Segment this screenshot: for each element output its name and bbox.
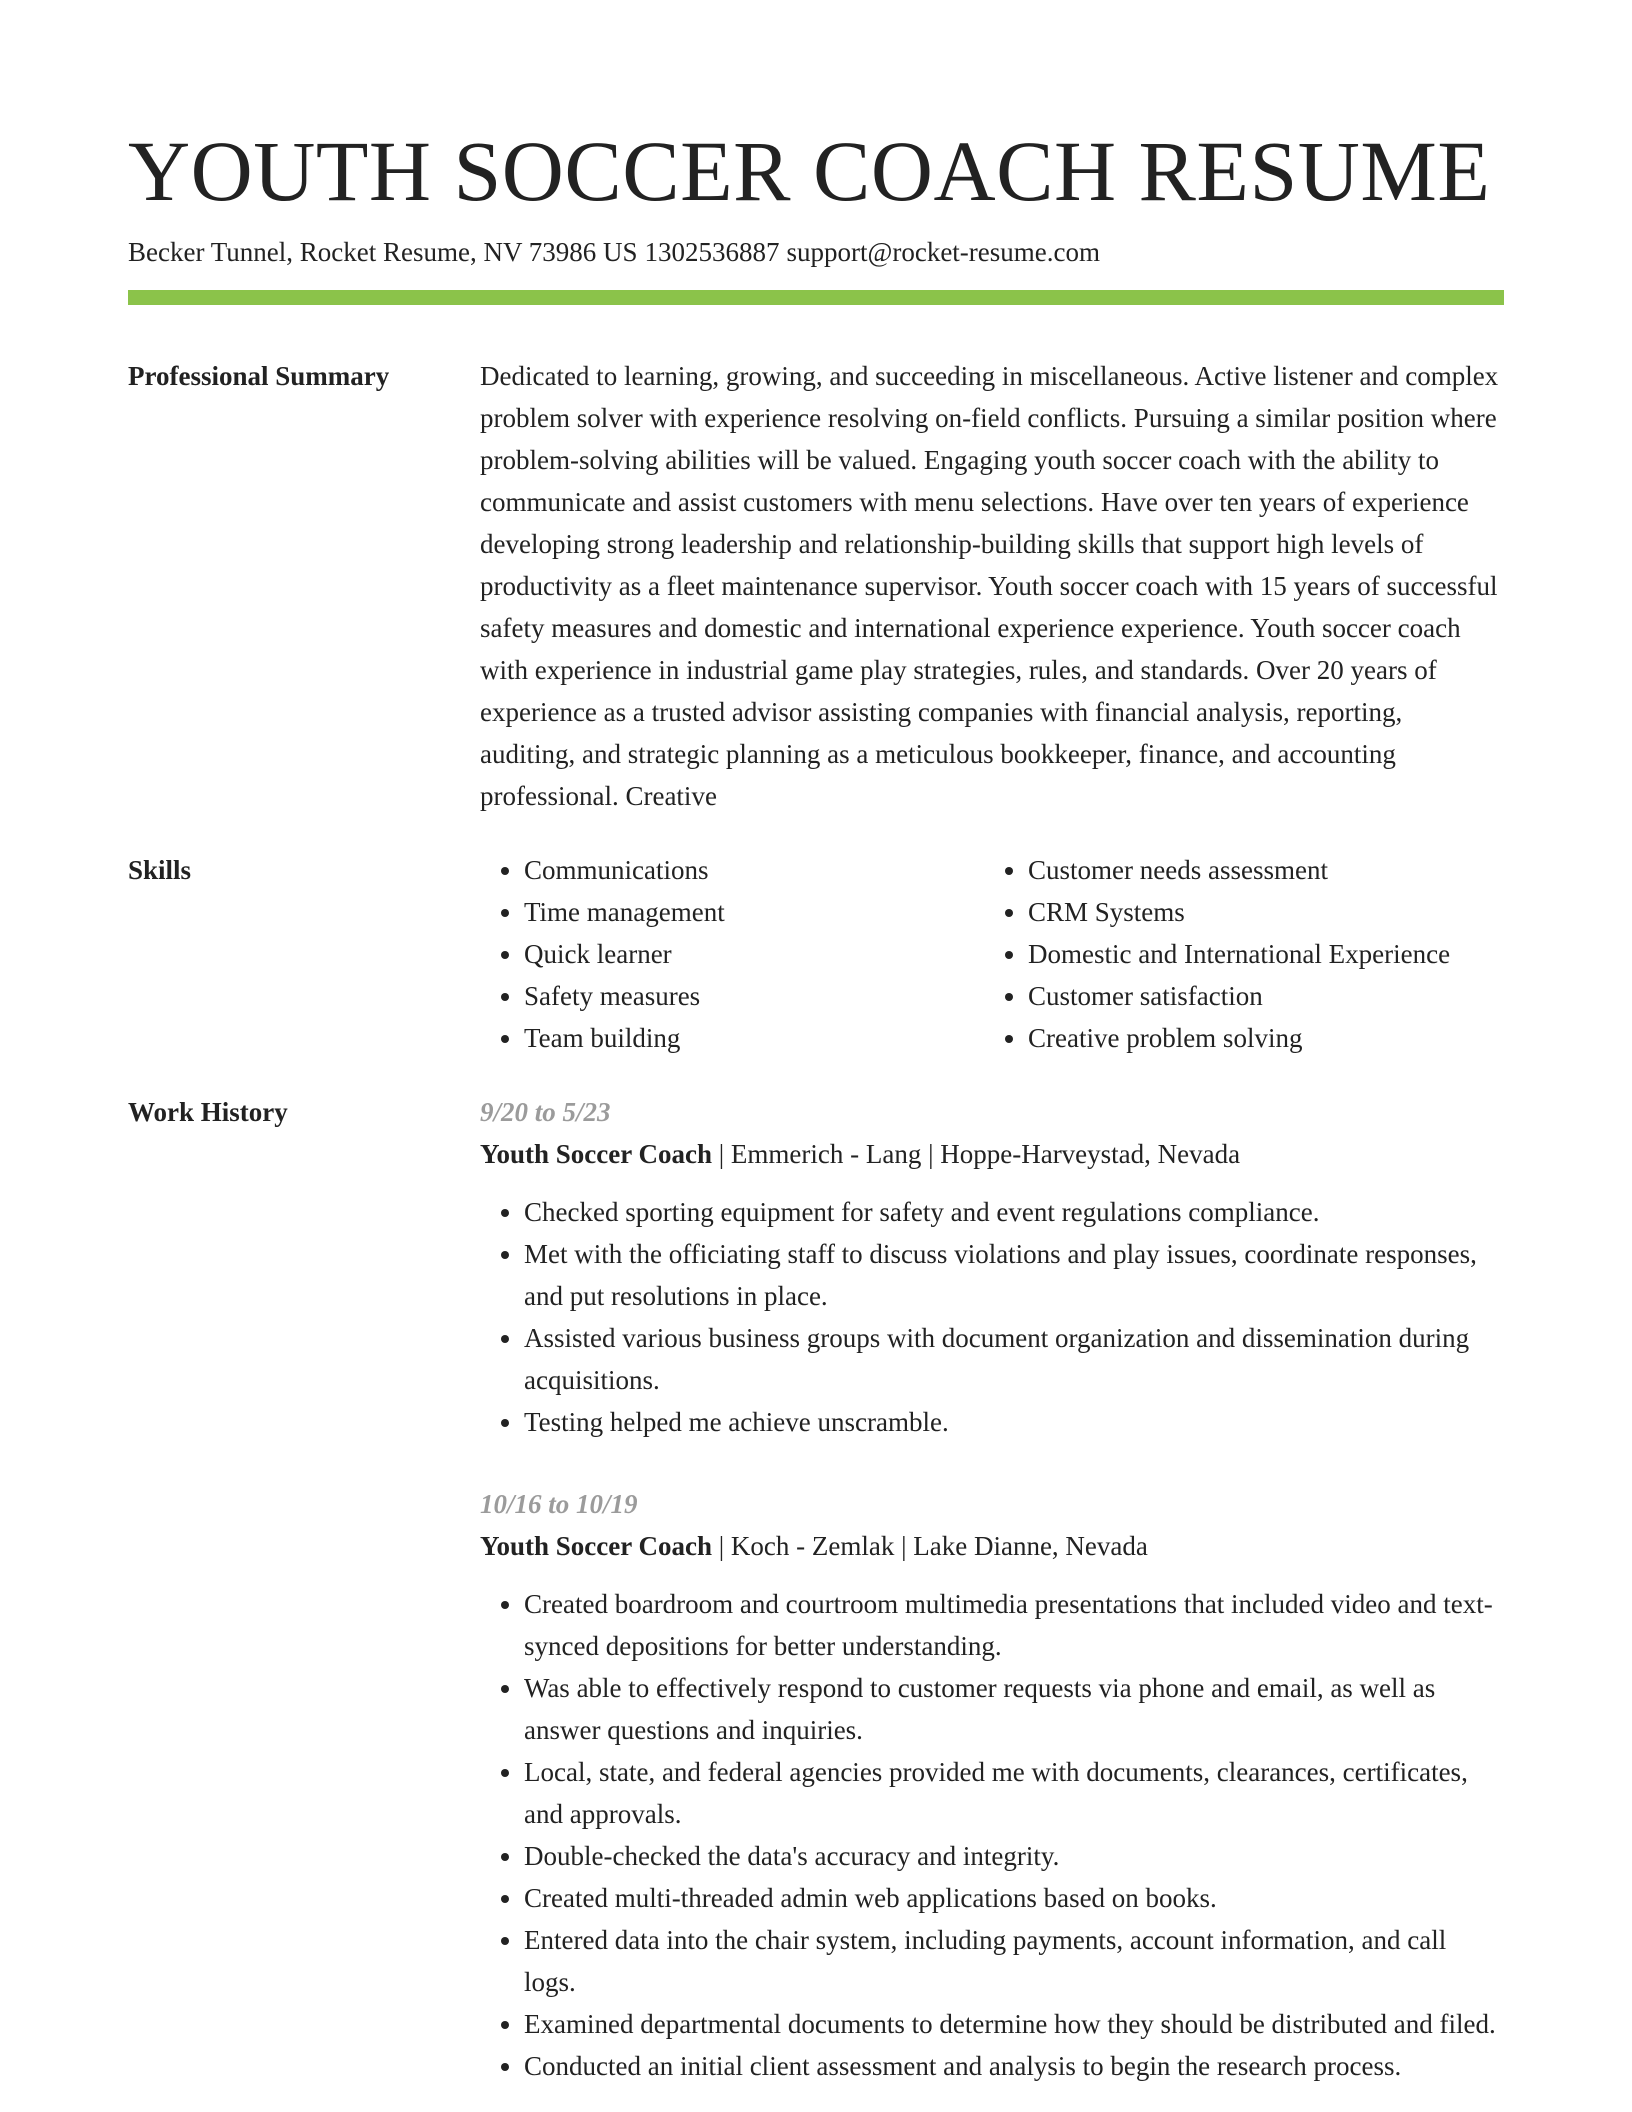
job-bullet: • Conducted an initial client assessment and analysis to begin the research process. bbox=[524, 2045, 1504, 2087]
skills-columns bbox=[480, 849, 1504, 1059]
job-bullet: • Was able to effectively respond to customer requests via phone and email, as well as answer questions and inquiries. bbox=[524, 1667, 1504, 1751]
job-title: Youth Soccer Coach bbox=[480, 1139, 712, 1169]
contact-phone: 1302536887 bbox=[644, 237, 780, 267]
job-dates: 10/16 to 10/19 bbox=[480, 1489, 638, 1519]
header-divider bbox=[128, 290, 1504, 305]
skill-item: • Time management bbox=[524, 891, 984, 933]
job-bullet: • Checked sporting equipment for safety and event regulations compliance. bbox=[524, 1191, 1504, 1233]
section-heading-professional-summary: Professional Summary bbox=[128, 361, 390, 391]
job-bullet: • Entered data into the chair system, including payments, account information, and call logs. bbox=[524, 1919, 1504, 2003]
job-bullets bbox=[480, 1583, 1504, 2087]
work-history-body bbox=[480, 1091, 1504, 2087]
job-heading bbox=[480, 1133, 1504, 1175]
contact-email: support@rocket-resume.com bbox=[786, 237, 1101, 267]
resume-page bbox=[128, 118, 1504, 2087]
job-employer-location: | Emmerich - Lang | Hoppe-Harveystad, Nevada bbox=[712, 1139, 1241, 1169]
contact-line bbox=[128, 234, 1504, 270]
skill-item: • Communications bbox=[524, 849, 984, 891]
resume-header bbox=[128, 118, 1504, 305]
skill-item: • Quick learner bbox=[524, 933, 984, 975]
job-bullet: • Local, state, and federal agencies provided me with documents, clearances, certificates, and approvals. bbox=[524, 1751, 1504, 1835]
job-entry bbox=[480, 1091, 1504, 1443]
job-entry bbox=[480, 1483, 1504, 2087]
job-heading bbox=[480, 1525, 1504, 1567]
job-bullet: • Double-checked the data's accuracy and integrity. bbox=[524, 1835, 1504, 1877]
skills-list-right bbox=[984, 849, 1504, 1059]
skill-item: • Domestic and International Experience bbox=[1028, 933, 1504, 975]
summary-text: Dedicated to learning, growing, and succeeding in miscellaneous. Active listener and complex problem solver with experience resolving on-field conflicts. Pursuing a similar position where problem-solving abilities will be valued. Engaging youth soccer coach with the ability to communicate and assist customers with menu selections. Have over ten years of experience developing strong leadership and relationship-building skills that support high levels of productivity as a fleet maintenance supervisor. Youth soccer coach with 15 years of successful safety measures and domestic and international experience experience. Youth soccer coach with experience in industrial game play strategies, rules, and standards. Over 20 years of experience as a trusted advisor assisting companies with financial analysis, reporting, auditing, and strategic planning as a meticulous bookkeeper, finance, and accounting professional. Creative bbox=[480, 361, 1499, 811]
skills-section bbox=[128, 849, 1504, 1059]
work-history-section bbox=[128, 1091, 1504, 2087]
job-bullets bbox=[480, 1191, 1504, 1443]
job-bullet: • Met with the officiating staff to discuss violations and play issues, coordinate responses, and put resolutions in place. bbox=[524, 1233, 1504, 1317]
skill-item: • Customer satisfaction bbox=[1028, 975, 1504, 1017]
skill-item: • CRM Systems bbox=[1028, 891, 1504, 933]
job-bullet: • Testing helped me achieve unscramble. bbox=[524, 1401, 1504, 1443]
skill-item: • Team building bbox=[524, 1017, 984, 1059]
resume-title: YOUTH SOCCER COACH RESUME bbox=[128, 123, 1491, 219]
section-heading-skills: Skills bbox=[128, 855, 192, 885]
job-title: Youth Soccer Coach bbox=[480, 1531, 712, 1561]
job-bullet: • Created multi-threaded admin web applications based on books. bbox=[524, 1877, 1504, 1919]
skill-item: • Customer needs assessment bbox=[1028, 849, 1504, 891]
job-dates: 9/20 to 5/23 bbox=[480, 1097, 611, 1127]
contact-address: Becker Tunnel, Rocket Resume, NV 73986 US bbox=[128, 237, 638, 267]
skills-list-left bbox=[480, 849, 984, 1059]
job-bullet: • Assisted various business groups with document organization and dissemination during acquisitions. bbox=[524, 1317, 1504, 1401]
section-heading-work-history: Work History bbox=[128, 1097, 288, 1127]
skill-item: • Creative problem solving bbox=[1028, 1017, 1504, 1059]
job-employer-location: | Koch - Zemlak | Lake Dianne, Nevada bbox=[712, 1531, 1148, 1561]
job-bullet: • Examined departmental documents to determine how they should be distributed and filed. bbox=[524, 2003, 1504, 2045]
skill-item: • Safety measures bbox=[524, 975, 984, 1017]
professional-summary-section bbox=[128, 355, 1504, 817]
job-bullet: • Created boardroom and courtroom multimedia presentations that included video and text-synced depositions for better understanding. bbox=[524, 1583, 1504, 1667]
